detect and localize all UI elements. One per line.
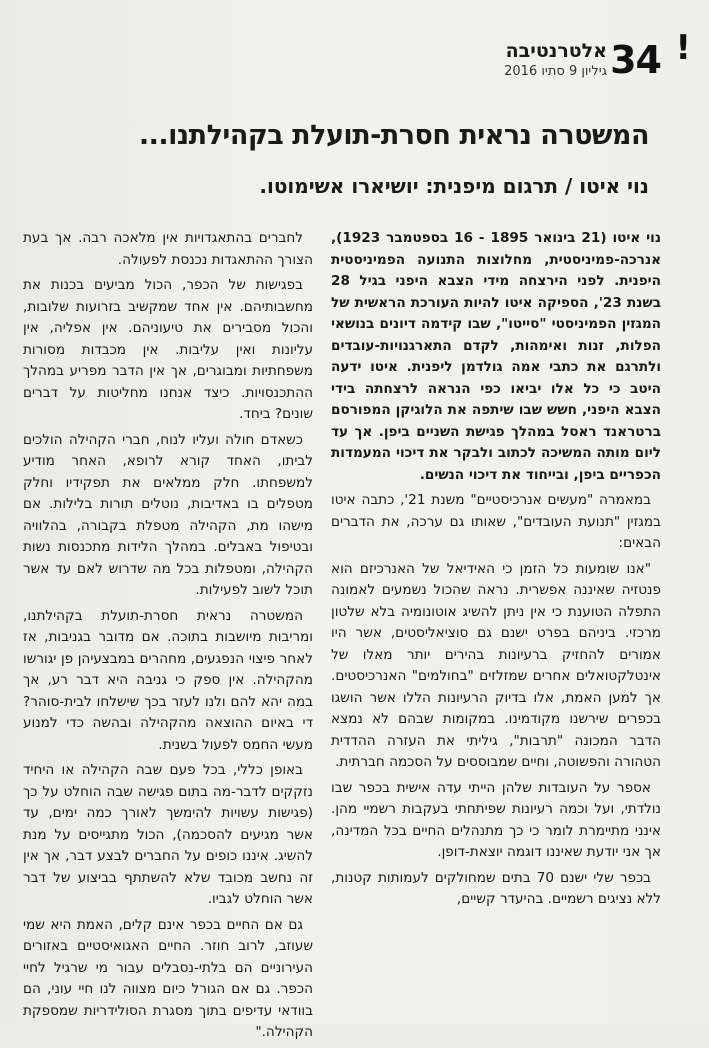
article-paragraph: "אנו שומעות כל הזמן כי האידיאל של האנרכיזם הוא פנטזיה שאיננה אפשרית. נראה שהכול נשמעים לאמונה התפלה הטוענת כי אין ניתן להשיג אוטונומיה בלא שלטון מרכזי. ביניהם בפרט ישנם גם סוציאליסטים, אשר היו אמורים להחזיק ברעיונות בהירים יותר מאלו של אינטלקטואלים אחרים שמזלזים "בחולמים" האנרכיסטים. אך למען האמת, אלו בדיוק הרעיונות הללו אשר הושגו בכפרים שירשנו מקודמינו. במקומות שבהם לא נמצא הדבר המכונה "תרבות", גיליתי את העזרה ההדדית הטהורה והפשוטה, וחיים שמבוססים על הסכמה חברתית.: [331, 560, 661, 770]
article-paragraph: אספר על העובדות שלהן הייתי עדה אישית בכפר שבו נולדתי, ועל וכמה רעיונות שפיתחתי בעקבות רשמיי מהן. אינני מתיימרת לומר כי כך מתנהלים החיים בכל המדינה, אך אני יודעת שאיננו דוגמה יוצאת-דופן.: [331, 779, 661, 860]
article-column-left: [23, 228, 313, 1048]
article-paragraph: בפגישות של הכפר, הכול מביעים בכנות את מחשבותיהם. אין אחד שמקשיב בזרועות שלובות, והכול מסבירים את טיעוניהם. אין אפליה, אין עליונות ואין עליבות. אין מכבדות מסורות משפחתיות ומבוגרים, אך אין הדבר מפריע במהלך ההתכנסויות. כיצד אנחנו מחליטות על דברים שונים? ביחד.: [23, 277, 313, 422]
article-paragraph: נוי איטו (21 בינואר 1895 - 16 בספטמבר 1923), אנרכה-פמיניסטית, מחלוצות התנועה הפמיניסטית היפנית. לפני הירצחה מידי הצבא היפני בגיל 28 בשנת 23', הספיקה איטו להיות העורכת הראשית של המגזין הפמיניסטי "סייטו", שבו קידמה דיונים בנושאי הפלות, זנות ואימהות, לקדם התארגנויות-עובדים ולתרגם את כתבי אמה גולדמן ליפנית. איטו ידעה היטב כי כל אלו יביאו כפי הנראה לרצחתה בידי הצבא היפני, חשש שבו שיתפה את הלוגיקן המפורסם ברטראנד ראסל במהלך פגישת השניים ביפן. אך עד ליום מותה המשיכה לכתוב ולבקר את דיכוי המעמדות הכפריים ביפן, ובייחוד את דיכוי הנשים.: [331, 230, 661, 483]
article-paragraph: גם אם החיים בכפר אינם קלים, האמת היא שמי שעוזב, לרוב חוזר. החיים האגואיסטיים באזורים העירוניים הם בלתי-נסבלים עבור מי שרגיל לחיי הכפר. גם אם הגורל כיום מצווה לנו חיי עוני, הם בוודאי עדיפים בתוך מסגרת הסולידריות שמספקת הקהילה.": [23, 916, 313, 1040]
article-paragraph: במאמרה "מעשים אנרכיסטיים" משנת 21', כתבה איטו במגזין "תנועת העובדים", שאותו גם ערכה, את הדברים הבאים:: [331, 492, 661, 551]
article-column-right: [331, 228, 661, 915]
page-number: 34: [610, 38, 661, 82]
article-title: המשטרה נראית חסרת-תועלת בקהילתנו...: [138, 120, 649, 152]
article-paragraph: בכפר שלי ישנם 70 בתים שמחולקים לעמותות קטנות, ללא נציגים רשמיים. בהיעדר קשיים,: [331, 869, 661, 907]
article-paragraph: לחברים בהתאגדויות אין מלאכה רבה. אך בעת הצורך ההתאגדות נכנסת לפעולה.: [23, 230, 313, 268]
masthead-exclamation: !: [675, 28, 691, 68]
article-paragraph: באופן כללי, בכל פעם שבה הקהילה או היחיד נזקקים לדבר-מה בתום פגישה שבה הוחלט על כך (פגישות עשויות להימשך לאורך כמה ימים, עד אשר מגיעים להסכמה), הכול מתגייסים על מנת להשיג. איננו כופים על החברים לבצע דבר, אך אין זה נחשב מכובד שלא להשתתף בביצוע של דבר אשר הוחלט לגביו.: [23, 762, 313, 907]
article-byline: נוי איטו / תרגום מיפנית: יושיארו אשימוטו.: [259, 174, 649, 198]
article-paragraph: המשטרה נראית חסרת-תועלת בקהילתנו, ומריבות מיושבות בתוכה. אם מדובר בגניבות, אז לאחר פיצוי הנפגעים, מחהרים במבצעיהן פן יגורשו מהקהילה. אין ספק כי גניבה היא דבר רע, אך במה יהא להם ולנו לעזר בכך שישלחו לבית-סוהר? די באיום ההוצאה מהקהילה ובהשה כדי למנוע מעשי החמס לפעול בשנית.: [23, 607, 313, 753]
issue-info: גיליון 9 סתיו 2016: [504, 64, 607, 79]
masthead: [465, 28, 695, 88]
magazine-name: אלטרנטיבה: [505, 40, 607, 62]
article-paragraph: כשאדם חולה ועליו לנוח, חברי הקהילה הולכים לביתו, האחד קורא לרופא, האחר מודיע למשפחתו. חלק ממלאים את תפקידיו וחלק מטפלים בו באדיבות, נוטלים תורות בלילות. אם מישהו מת, הקהילה מטפלת בקבורה, בהלוויה ובטיפול באבלים. במהלך הלידות מתכנסות נשות הקהילה, ומטפלות בכל מה שדרוש לאם עד אשר תוכל לשוב לפעילות.: [23, 431, 313, 598]
